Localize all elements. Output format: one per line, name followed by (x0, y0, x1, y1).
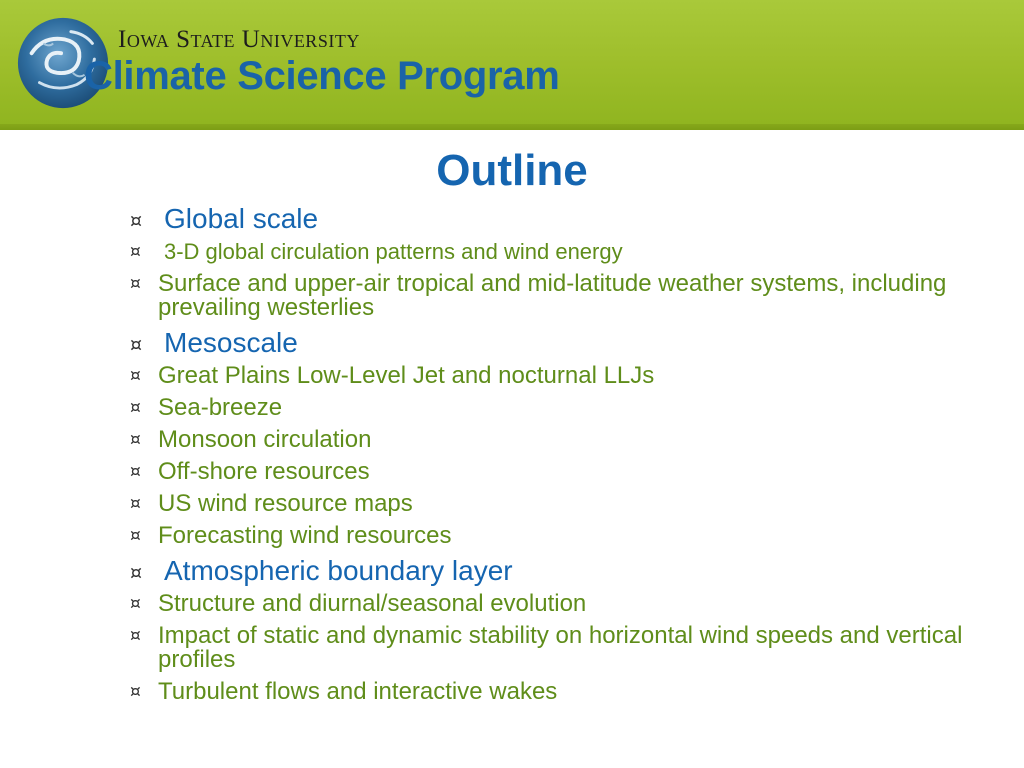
bullet-icon: ¤ (130, 366, 141, 386)
bullet-icon: ¤ (130, 594, 141, 614)
outline-heading (130, 556, 1020, 586)
outline-item (130, 592, 1020, 616)
outline-item-text: Great Plains Low-Level Jet and nocturnal LLJs (158, 362, 655, 389)
bullet-icon: ¤ (130, 334, 143, 356)
program-name: Climate Science Program (84, 54, 560, 98)
bullet-icon: ¤ (130, 682, 141, 702)
bullet-icon: ¤ (130, 494, 141, 514)
outline-item-text: Off-shore resources (158, 458, 370, 485)
outline-heading (130, 204, 1020, 234)
bullet-icon: ¤ (130, 626, 141, 646)
outline-item (130, 524, 1020, 548)
outline-item-text: Structure and diurnal/seasonal evolution (158, 590, 587, 617)
slide-title: Outline (436, 146, 588, 195)
outline-item (130, 272, 1020, 320)
bullet-icon: ¤ (130, 526, 141, 546)
outline-item-text: Atmospheric boundary layer (164, 555, 513, 586)
outline-item-text: Forecasting wind resources (158, 522, 452, 549)
outline-item-text: Surface and upper-air tropical and mid-latitude weather systems, including prevailing westerlies (158, 270, 947, 321)
bullet-icon: ¤ (130, 242, 141, 262)
outline-item (130, 396, 1020, 420)
header-banner (0, 0, 1024, 130)
bullet-icon: ¤ (130, 430, 141, 450)
outline-item (130, 624, 1020, 672)
bullet-icon: ¤ (130, 210, 143, 232)
bullet-icon: ¤ (130, 398, 141, 418)
outline-item-text: Global scale (164, 203, 319, 234)
outline-list (130, 204, 1020, 712)
outline-item-text: 3-D global circulation patterns and wind energy (164, 239, 623, 264)
outline-item (130, 428, 1020, 452)
bullet-icon: ¤ (130, 462, 141, 482)
university-name: Iowa State University (118, 26, 360, 53)
outline-item (130, 492, 1020, 516)
outline-item (130, 364, 1020, 388)
outline-item (130, 460, 1020, 484)
outline-item-text: US wind resource maps (158, 490, 413, 517)
outline-item (130, 240, 1020, 264)
outline-heading (130, 328, 1020, 358)
outline-item-text: Turbulent flows and interactive wakes (158, 678, 558, 705)
outline-item (130, 680, 1020, 704)
outline-item-text: Monsoon circulation (158, 426, 372, 453)
outline-item-text: Sea-breeze (158, 394, 283, 421)
outline-item-text: Impact of static and dynamic stability on horizontal wind speeds and vertical profiles (158, 622, 963, 673)
bullet-icon: ¤ (130, 274, 141, 294)
bullet-icon: ¤ (130, 562, 143, 584)
outline-item-text: Mesoscale (164, 327, 298, 358)
